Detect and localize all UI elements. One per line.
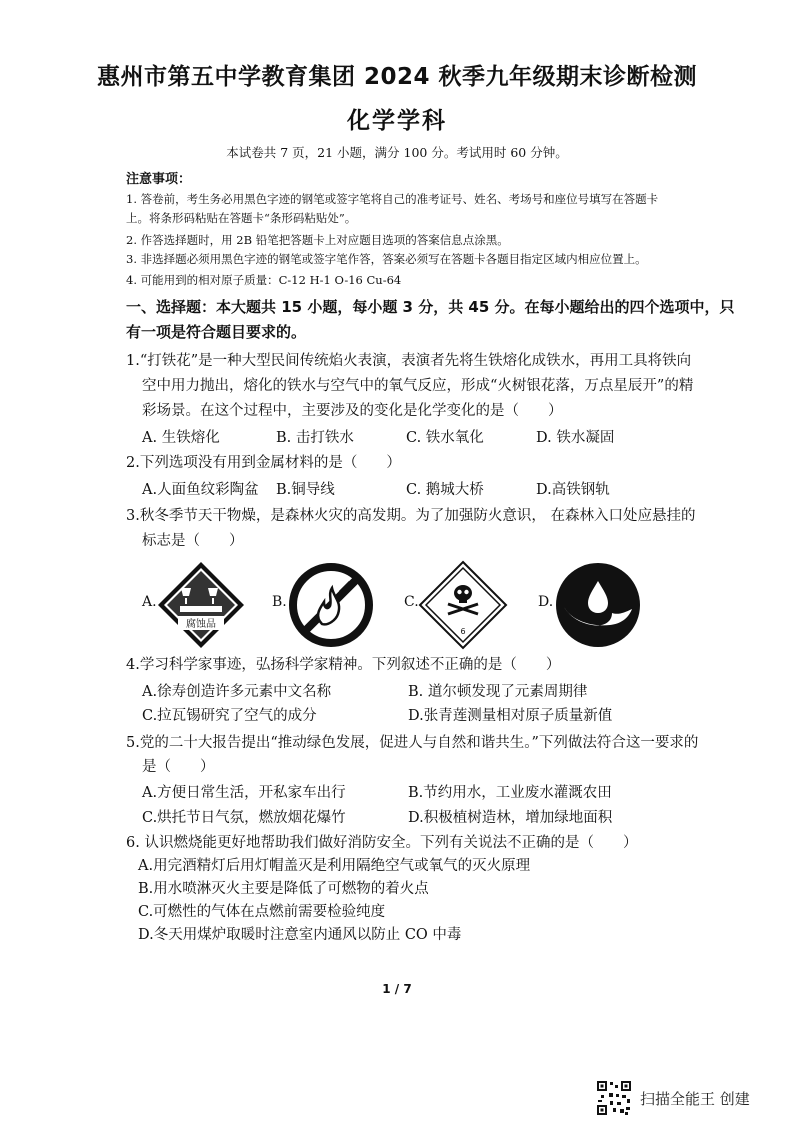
exam-title: 惠州市第五中学教育集团 2024 秋季九年级期末诊断检测 — [96, 64, 698, 90]
option-d-label: D. — [538, 594, 554, 610]
section-heading-line2: 有一项是符合题目要求的。 — [126, 323, 307, 341]
q4-option-c: C.拉瓦锡研究了空气的成分 — [142, 708, 317, 724]
scanner-watermark — [596, 1080, 750, 1116]
q5-option-d: D.积极植树造林，增加绿地面积 — [408, 810, 613, 826]
q3-option-a — [140, 560, 250, 650]
q6-option-a: A.用完酒精灯后用灯帽盖灭是利用隔绝空气或氧气的灭火原理 — [138, 858, 531, 874]
page-number: 1 / 7 — [382, 982, 412, 996]
q1-stem-line2: 空中用力抛出，熔化的铁水与空气中的氧气反应，形成“火树银花落，万点星辰开”的精 — [142, 378, 694, 394]
q1-option-d: D. 铁水凝固 — [536, 430, 615, 446]
q1-option-a: A. 生铁熔化 — [142, 430, 220, 446]
option-a-label: A. — [142, 594, 157, 610]
q3-sign-options — [140, 560, 620, 650]
option-c-label: C. — [404, 594, 419, 610]
q6-stem: 6. 认识燃烧能更好地帮助我们做好消防安全。下列有关说法不正确的是（ ） — [126, 835, 638, 851]
q6-option-c: C.可燃性的气体在点燃前需要检验纯度 — [138, 904, 386, 920]
q2-option-d: D.高铁钢轨 — [536, 482, 610, 498]
toxic-sign-icon — [418, 560, 508, 650]
q4-option-b: B. 道尔顿发现了元素周期律 — [408, 684, 588, 700]
exam-info: 本试卷共 7 页，21 小题，满分 100 分。考试用时 60 分钟。 — [226, 145, 568, 160]
option-b-label: B. — [272, 594, 287, 610]
q5-option-b: B.节约用水，工业废水灌溉农田 — [408, 785, 612, 801]
sign-c-number: 6 — [460, 627, 466, 636]
watermark-text: 扫描全能王 创建 — [640, 1089, 750, 1108]
corrosive-sign-icon — [156, 560, 246, 650]
q6-option-d: D.冬天用煤炉取暖时注意室内通风以防止 CO 中毒 — [138, 927, 462, 943]
q3-option-c — [402, 560, 514, 650]
q2-option-b: B.铜导线 — [276, 482, 335, 498]
q6-option-b: B.用水喷淋灭火主要是降低了可燃物的着火点 — [138, 881, 429, 897]
qr-code-icon — [596, 1080, 632, 1116]
q5-stem-line1: 5.党的二十大报告提出“推动绿色发展，促进人与自然和谐共生。”下列做法符合这一要求的 — [126, 735, 699, 751]
q3-stem-line1: 3.秋冬季节天干物燥，是森林火灾的高发期。为了加强防火意识， 在森林入口处应悬挂的 — [126, 508, 696, 524]
q1-option-c: C. 铁水氧化 — [406, 430, 484, 446]
q3-stem-line2: 标志是（ ） — [142, 533, 244, 549]
section-heading-line1: 一、选择题：本大题共 15 小题，每小题 3 分，共 45 分。在每小题给出的四个选项中，只 — [126, 298, 735, 316]
note-item: 上。将条形码粘贴在答题卡“条形码粘贴处”。 — [126, 211, 357, 225]
subject-title: 化学学科 — [347, 108, 447, 134]
q3-option-b — [270, 560, 380, 650]
q2-option-a: A.人面鱼纹彩陶盆 — [142, 482, 259, 498]
q5-stem-line2: 是（ ） — [142, 759, 215, 775]
note-item: 1. 答卷前，考生务必用黑色字迹的钢笔或签字笔将自己的准考证号、姓名、考场号和座位号填写在答题卡 — [126, 192, 659, 206]
note-item: 3. 非选择题必须用黑色字迹的钢笔或签字笔作答，答案必须写在答题卡各题目指定区域内相应位置上。 — [126, 252, 647, 266]
q4-option-d: D.张青莲测量相对原子质量新值 — [408, 708, 613, 724]
note-item: 4. 可能用到的相对原子质量：C-12 H-1 O-16 Cu-64 — [126, 273, 402, 287]
q4-option-a: A.徐寿创造许多元素中文名称 — [142, 684, 332, 700]
note-item: 2. 作答选择题时，用 2B 铅笔把答题卡上对应题目选项的答案信息点涂黑。 — [126, 233, 509, 247]
q1-option-b: B. 击打铁水 — [276, 430, 354, 446]
no-fire-sign-icon — [288, 562, 374, 648]
q5-option-a: A.方便日常生活，开私家车出行 — [142, 785, 346, 801]
sign-a-text: 腐蚀品 — [186, 619, 216, 630]
water-saving-sign-icon — [554, 561, 642, 649]
q3-option-d — [536, 560, 646, 650]
q1-stem-line3: 彩场景。在这个过程中，主要涉及的变化是化学变化的是（ ） — [142, 403, 563, 419]
q4-stem: 4.学习科学家事迹，弘扬科学家精神。下列叙述不正确的是（ ） — [126, 657, 561, 673]
q2-option-c: C. 鹅城大桥 — [406, 482, 484, 498]
q5-option-c: C.烘托节日气氛，燃放烟花爆竹 — [142, 810, 346, 826]
q1-stem-line1: 1.“打铁花”是一种大型民间传统焰火表演，表演者先将生铁熔化成铁水，再用工具将铁向 — [126, 353, 692, 369]
q2-stem: 2.下列选项没有用到金属材料的是（ ） — [126, 455, 401, 471]
notes-heading: 注意事项： — [126, 172, 192, 187]
